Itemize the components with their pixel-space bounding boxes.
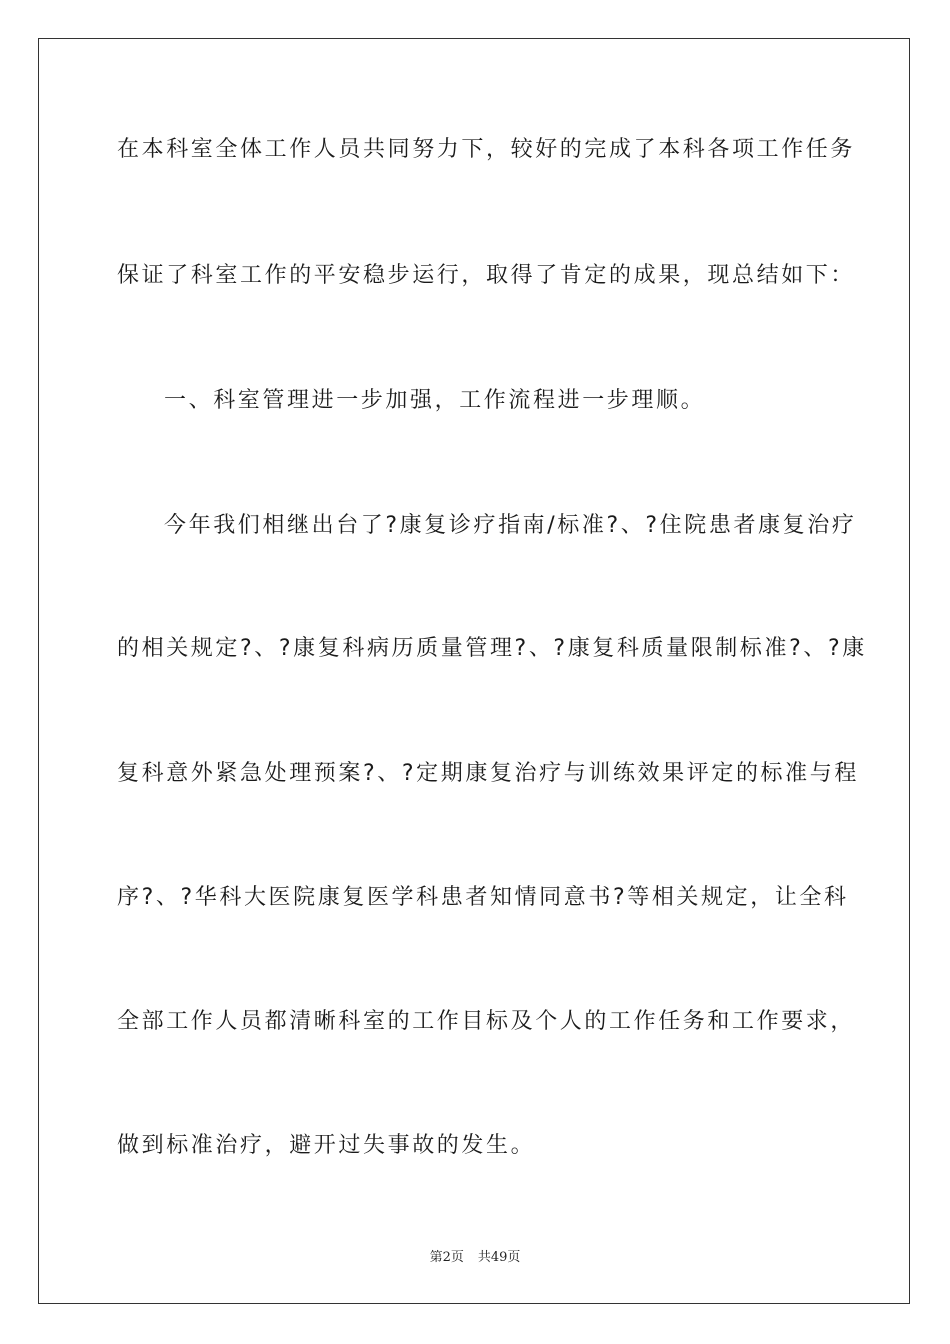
body-line-5: 复科意外紧急处理预案?、?定期康复治疗与训练效果评定的标准与程	[117, 761, 859, 786]
body-line-4: 的相关规定?、?康复科病历质量管理?、?康复科质量限制标准?、?康	[117, 636, 867, 661]
page-border	[38, 38, 910, 1304]
body-line-7: 全部工作人员都清晰科室的工作目标及个人的工作任务和工作要求，	[117, 1009, 856, 1034]
body-line-2: 保证了科室工作的平安稳步运行，取得了肯定的成果，现总结如下：	[117, 263, 856, 288]
page-number: 第2页	[429, 1250, 464, 1265]
body-line-6: 序?、?华科大医院康复医学科患者知情同意书?等相关规定，让全科	[117, 885, 849, 910]
body-line-1: 在本科室全体工作人员共同努力下，较好的完成了本科各项工作任务	[117, 137, 856, 162]
page-footer	[0, 1246, 950, 1265]
section-heading-1: 一、科室管理进一步加强，工作流程进一步理顺。	[164, 388, 706, 413]
body-line-3: 今年我们相继出台了?康复诊疗指南/标准?、?住院患者康复治疗	[164, 513, 857, 538]
body-line-8: 做到标准治疗，避开过失事故的发生。	[117, 1133, 536, 1158]
page-total: 共49页	[477, 1250, 521, 1265]
